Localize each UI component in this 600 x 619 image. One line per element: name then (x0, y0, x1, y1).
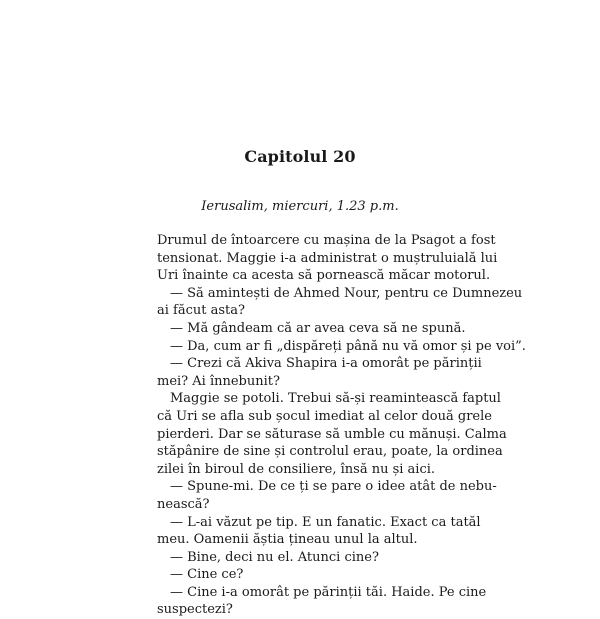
text-line: nească? (157, 496, 210, 512)
text-line: Drumul de întoarcere cu mașina de la Psagot a fost (157, 233, 496, 248)
text-line: — Mă gândeam că ar avea ceva să ne spună. (170, 320, 466, 336)
text-line: meu. Oamenii ăștia țineau unul la altul. (157, 532, 418, 548)
text-line: ai făcut asta? (157, 303, 245, 319)
text-line: suspectezi? (157, 602, 233, 618)
text-line: mei? Ai înnebunit? (157, 373, 280, 389)
text-line: — Da, cum ar fi „dispăreți până nu vă omor și pe voi”. (170, 338, 526, 354)
text-line: — Să amintești de Ahmed Nour, pentru ce Dumnezeu (170, 285, 523, 301)
text-line: stăpânire de sine și controlul erau, poate, la ordinea (157, 444, 503, 460)
text-line: Maggie se potoli. Trebui să-și reamintească faptul (170, 391, 501, 407)
text-line: — Crezi că Akiva Shapira i-a omorât pe părinții (170, 356, 482, 372)
text-line: — Cine i-a omorât pe părinții tăi. Haide. Pe cine (170, 584, 487, 600)
chapter-title: Capitolul 20 (244, 147, 356, 166)
text-line: — Spune-mi. De ce ți se pare o idee atât de nebu- (170, 479, 497, 495)
text-line: — L-ai văzut pe tip. E un fanatic. Exact ca tatăl (170, 514, 481, 530)
text-line: că Uri se afla sub șocul imediat al celor două grele (157, 408, 492, 424)
chapter-body (157, 232, 526, 619)
text-line: zilei în biroul de consiliere, însă nu și aici. (157, 461, 436, 477)
text-line: pierderi. Dar se săturase să umble cu mănuși. Calma (157, 426, 507, 442)
text-line: tensionat. Maggie i-a administrat o muștruluială lui (157, 250, 498, 266)
text-line: — Bine, deci nu el. Atunci cine? (170, 549, 379, 565)
chapter-dateline: Ierusalim, miercuri, 1.23 p.m. (201, 199, 399, 214)
text-line: — Cine ce? (170, 567, 244, 583)
text-line: Uri înainte ca acesta să pornească măcar motorul. (157, 268, 491, 284)
